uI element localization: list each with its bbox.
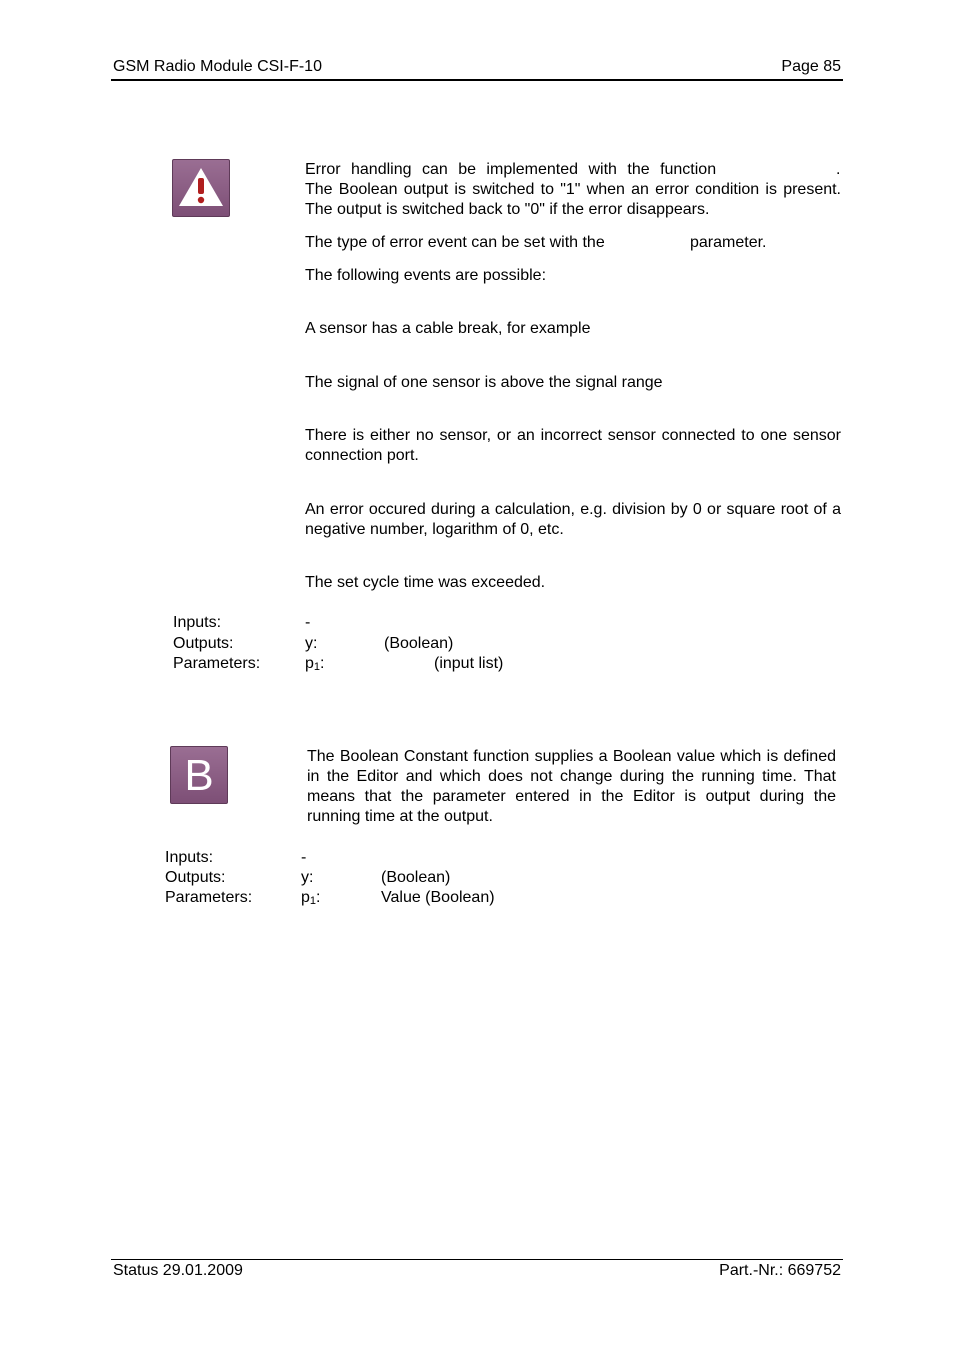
error-params-type: (input list): [434, 655, 504, 672]
boolean-constant-icon: [170, 746, 228, 804]
event-signal-range: The signal of one sensor is above the signal range: [305, 374, 663, 391]
event-cycle-time: The set cycle time was exceeded.: [305, 574, 546, 591]
error-outputs-type: (Boolean): [384, 635, 454, 652]
bool-params-var-p: p: [301, 889, 310, 906]
bool-inputs-label: Inputs:: [165, 849, 214, 866]
event-calculation-error: An error occured during a calculation, e.g. division by 0 or square root of a negative number, logarithm of 0, etc.: [305, 501, 841, 538]
error-intro-line: [305, 160, 841, 180]
bool-inputs-value: -: [301, 849, 307, 866]
bool-params-label: Parameters:: [165, 889, 253, 906]
footer-status: Status 29.01.2009: [113, 1262, 243, 1279]
header-title: GSM Radio Module CSI-F-10: [113, 58, 322, 75]
events-intro: The following events are possible:: [305, 267, 547, 284]
event-no-sensor: There is either no sensor, or an incorrect sensor connected to one sensor connection port.: [305, 427, 841, 464]
boolean-description: The Boolean Constant function supplies a Boolean value which is defined in the Editor and which does not change during the running time. That means that the parameter entered in the Editor is output during the running time at the output.: [307, 748, 836, 825]
error-inputs-label: Inputs:: [173, 614, 222, 631]
footer-divider: [111, 1259, 843, 1260]
warning-icon: [172, 159, 230, 217]
error-intro-period: .: [836, 161, 841, 178]
error-outputs-label: Outputs:: [173, 635, 234, 652]
boolean-icon-letter: B: [184, 751, 214, 800]
header-divider: [111, 79, 843, 81]
error-params-var-sub: 1: [313, 661, 321, 673]
bool-params-var-sub: 1: [309, 895, 317, 907]
bool-outputs-var: y:: [301, 869, 314, 886]
error-params-label: Parameters:: [173, 655, 261, 672]
bool-outputs-label: Outputs:: [165, 869, 226, 886]
error-params-var: [305, 654, 324, 677]
bool-params-var-colon: :: [316, 889, 321, 906]
bool-outputs-type: (Boolean): [381, 869, 451, 886]
footer-part-number: Part.-Nr.: 669752: [719, 1262, 841, 1279]
error-inputs-value: -: [305, 614, 311, 631]
error-intro-description: The Boolean output is switched to "1" when an error condition is present. The output is switched back to "0" if the error disappears.: [305, 181, 841, 218]
bool-params-type: Value (Boolean): [381, 889, 495, 906]
error-type-suffix: parameter.: [690, 234, 767, 251]
error-intro-text: Error handling can be implemented with the function: [305, 161, 717, 178]
error-type-prefix: The type of error event can be set with the: [305, 234, 605, 251]
bool-params-var: [301, 888, 320, 911]
error-outputs-var: y:: [305, 635, 318, 652]
error-params-var-colon: :: [320, 655, 325, 672]
event-cable-break: A sensor has a cable break, for example: [305, 320, 591, 337]
page-number: Page 85: [781, 58, 841, 75]
error-params-var-p: p: [305, 655, 314, 672]
